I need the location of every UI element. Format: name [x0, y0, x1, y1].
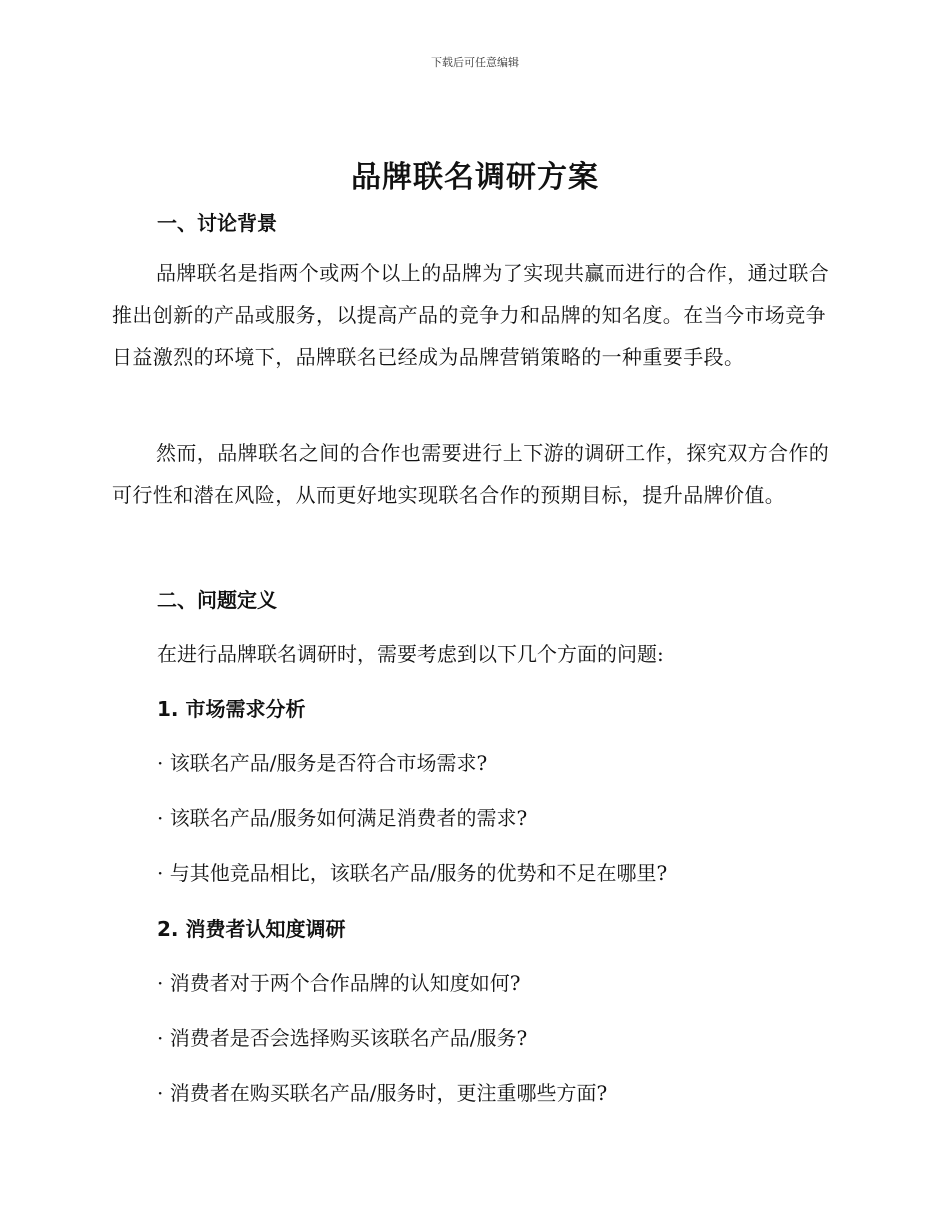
list-item: · 与其他竞品相比，该联名产品/服务的优势和不足在哪里? — [157, 861, 668, 885]
document-title: 品牌联名调研方案 — [351, 160, 599, 195]
section-heading-problem-definition: 二、问题定义 — [157, 588, 277, 612]
page-header-note: 下载后可任意编辑 — [431, 56, 519, 69]
subsection-title-consumer-awareness: 2. 消费者认知度调研 — [157, 917, 346, 941]
list-item: · 消费者在购买联名产品/服务时，更注重哪些方面? — [157, 1081, 608, 1105]
list-item: · 消费者对于两个合作品牌的认知度如何? — [157, 971, 521, 995]
list-item: · 该联名产品/服务如何满足消费者的需求? — [157, 806, 528, 830]
background-paragraph-2: 然而，品牌联名之间的合作也需要进行上下游的调研工作，探究双方合作的可行性和潜在风险，从而更好地实现联名合作的预期目标，提升品牌价值。 — [112, 441, 830, 507]
section-heading-background: 一、讨论背景 — [157, 211, 277, 235]
subsection-title-market-demand: 1. 市场需求分析 — [157, 697, 306, 721]
list-item: · 该联名产品/服务是否符合市场需求? — [157, 751, 488, 775]
list-item: · 消费者是否会选择购买该联名产品/服务? — [157, 1026, 528, 1050]
background-paragraph-1: 品牌联名是指两个或两个以上的品牌为了实现共赢而进行的合作，通过联合推出创新的产品或服务，以提高产品的竞争力和品牌的知名度。在当今市场竞争日益激烈的环境下，品牌联名已经成为品牌营销策略的一种重要手段。 — [112, 261, 830, 369]
problem-intro: 在进行品牌联名调研时，需要考虑到以下几个方面的问题: — [157, 642, 664, 666]
